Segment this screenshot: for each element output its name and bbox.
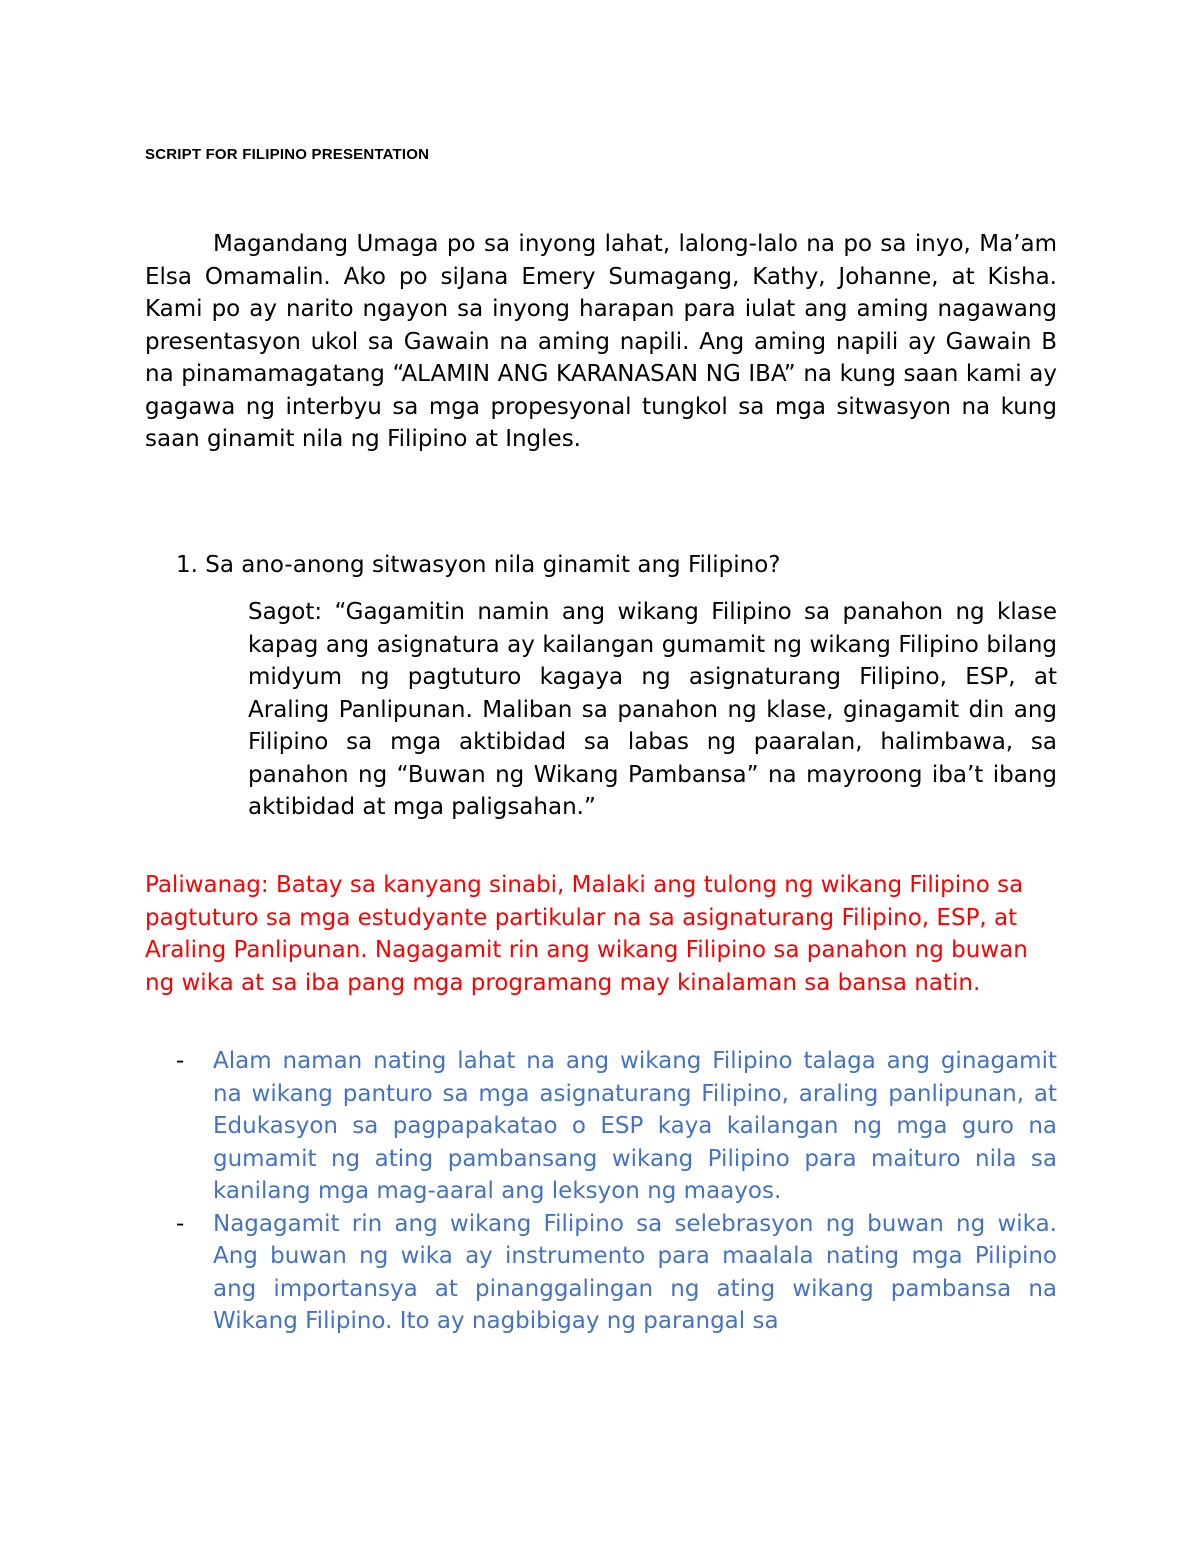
- bullet-item: [176, 1208, 1057, 1338]
- bullet-text: Nagagamit rin ang wikang Filipino sa selebrasyon ng buwan ng wika. Ang buwan ng wika ay instrumento para maalala nating mga Pilipino ang importansya at pinanggalingan ng ating wikang pambansa na Wikang Filipino. Ito ay nagbibigay ng parangal sa: [213, 1210, 1057, 1334]
- document-title: SCRIPT FOR FILIPINO PRESENTATION: [145, 146, 430, 163]
- bullet-marker: -: [176, 1048, 185, 1074]
- bullet-marker: -: [176, 1210, 185, 1237]
- bullet-text: Alam naman nating lahat na ang wikang Filipino talaga ang ginagamit na wikang panturo sa mga asignaturang Filipino, araling panlipunan, at Edukasyon sa pagpapakatao o ESP kaya kailangan ng mga guro na gumamit ng ating pambansang wikang Pilipino para maituro nila sa kanilang mga mag-aaral ang leksyon ng maayos.: [213, 1048, 1057, 1204]
- answer-paragraph: Sagot: “Gagamitin namin ang wikang Filipino sa panahon ng klase kapag ang asignatura ay kailangan gumamit ng wikang Filipino bilang midyum ng pagtuturo kagaya ng asignaturang Filipino, ESP, at Araling Panlipunan. Maliban sa panahon ng klase, ginagamit din ang Filipino sa mga aktibidad sa labas ng paaralan, halimbawa, sa panahon ng “Buwan ng Wikang Pambansa” na mayroong iba’t ibang aktibidad at mga paligsahan.”: [248, 599, 1057, 820]
- bullet-item: [176, 1045, 1057, 1208]
- bullet-list: [176, 1045, 1057, 1338]
- question-item: 1. Sa ano-anong sitwasyon nila ginamit ang Filipino?: [176, 552, 781, 578]
- explanation-paragraph: Paliwanag: Batay sa kanyang sinabi, Malaki ang tulong ng wikang Filipino sa pagtuturo sa mga estudyante partikular na sa asignaturang Filipino, ESP, at Araling Panlipunan. Nagagamit rin ang wikang Filipino sa panahon ng buwan ng wika at sa iba pang mga programang may kinalaman sa bansa natin.: [145, 872, 1028, 996]
- intro-paragraph: Magandang Umaga po sa inyong lahat, lalong-lalo na po sa inyo, Ma’am Elsa Omamalin. Ako po siJana Emery Sumagang, Kathy, Johanne, at Kisha. Kami po ay narito ngayon sa inyong harapan para iulat ang aming nagawang presentasyon ukol sa Gawain na aming napili. Ang aming napili ay Gawain B na pinamamagatang “ALAMIN ANG KARANASAN NG IBA” na kung saan kami ay gagawa ng interbyu sa mga propesyonal tungkol sa mga sitwasyon na kung saan ginamit nila ng Filipino at Ingles.: [145, 231, 1057, 452]
